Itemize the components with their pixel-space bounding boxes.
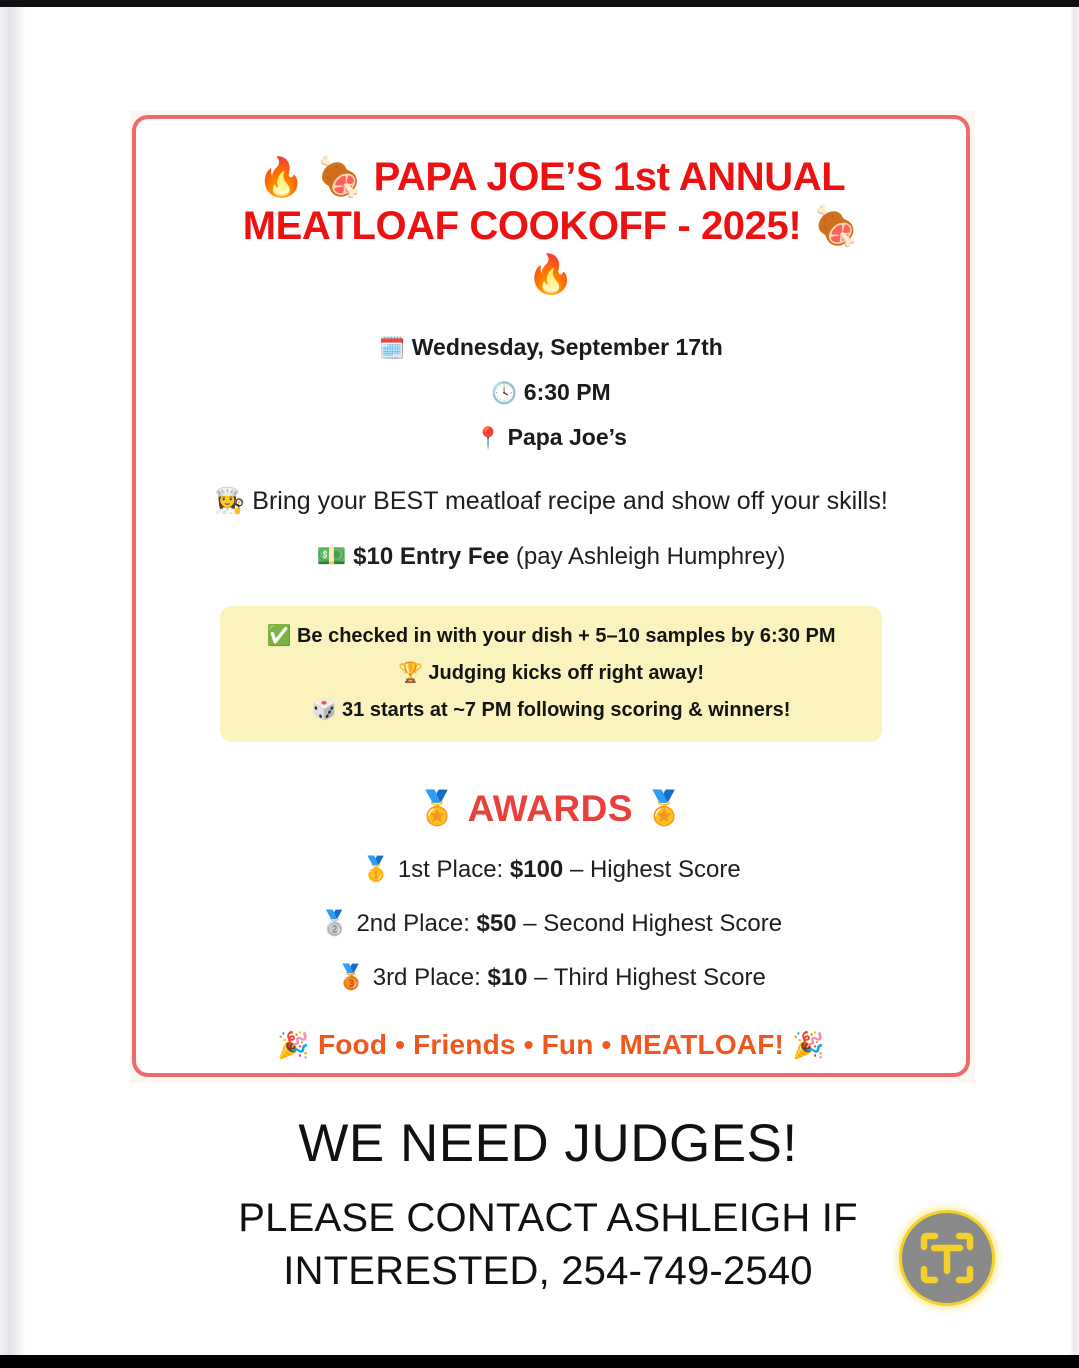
poster-tagline bbox=[162, 487, 940, 516]
poster-headline bbox=[162, 153, 940, 251]
meat-icon: 🍖 bbox=[315, 157, 363, 199]
bronze-medal-icon: 🥉 bbox=[336, 964, 367, 992]
dice-icon: 🎲 bbox=[311, 699, 337, 722]
poster-footer-slogan bbox=[162, 1029, 940, 1061]
award-place: 3rd Place: bbox=[372, 964, 481, 992]
calendar-icon: 🗓️ bbox=[379, 337, 406, 361]
entry-fee-amount: $10 Entry Fee bbox=[353, 543, 510, 571]
live-text-badge[interactable] bbox=[899, 1210, 995, 1306]
callout-text: Be checked in with your dish + 5–10 samples by 6:30 PM bbox=[296, 625, 836, 648]
callout-line bbox=[236, 663, 866, 683]
callout-text: 31 starts at ~7 PM following scoring & winners! bbox=[342, 699, 791, 722]
clock-icon: 🕓 bbox=[491, 382, 518, 406]
event-location-row bbox=[162, 426, 940, 449]
awards-title-text: AWARDS bbox=[467, 788, 634, 830]
chef-icon: 👩‍🍳 bbox=[214, 487, 246, 516]
award-prize: $50 bbox=[476, 910, 517, 938]
awards-heading bbox=[162, 788, 940, 830]
event-location-text: Papa Joe’s bbox=[507, 424, 627, 451]
check-icon: ✅ bbox=[266, 625, 292, 648]
flame-icon-2: 🔥 bbox=[527, 253, 575, 296]
poster-card bbox=[132, 115, 970, 1077]
party-popper-icon-right: 🎉 bbox=[792, 1030, 825, 1061]
meat-icon-2: 🍖 bbox=[811, 205, 860, 248]
medal-icon-right: 🏅 bbox=[643, 789, 686, 827]
judges-contact-line-2: INTERESTED, 254-749-2540 bbox=[283, 1249, 813, 1294]
event-time-text: 6:30 PM bbox=[523, 379, 611, 406]
tagline-text: Bring your BEST meatloaf recipe and show off your skills! bbox=[252, 487, 888, 516]
award-desc: – Highest Score bbox=[569, 856, 741, 884]
award-desc: – Third Highest Score bbox=[534, 964, 766, 992]
callout-text: Judging kicks off right away! bbox=[428, 662, 705, 685]
award-row-third bbox=[162, 963, 940, 992]
event-date-text: Wednesday, September 17th bbox=[411, 334, 723, 361]
medal-icon-left: 🏅 bbox=[416, 789, 459, 827]
device-bottom-bar bbox=[0, 1355, 1079, 1368]
silver-medal-icon: 🥈 bbox=[319, 910, 350, 938]
entry-fee-row bbox=[162, 542, 940, 571]
headline-line-2: MEATLOAF COOKOFF - 2025! bbox=[242, 203, 802, 248]
page-left-edge bbox=[0, 7, 26, 1356]
event-details bbox=[162, 336, 940, 449]
callout-line bbox=[236, 626, 866, 646]
judges-contact-line-1: PLEASE CONTACT ASHLEIGH IF bbox=[238, 1196, 858, 1240]
callout-line bbox=[236, 700, 866, 720]
trophy-icon: 🏆 bbox=[397, 662, 423, 685]
pin-icon: 📍 bbox=[475, 427, 502, 451]
award-place: 1st Place: bbox=[397, 856, 504, 884]
award-row-second bbox=[162, 909, 940, 938]
award-place: 2nd Place: bbox=[356, 910, 470, 938]
checkin-callout-box bbox=[220, 606, 882, 742]
entry-fee-note: (pay Ashleigh Humphrey) bbox=[515, 543, 786, 571]
text-detection-icon bbox=[902, 1213, 992, 1303]
gold-medal-icon: 🥇 bbox=[361, 856, 392, 884]
party-popper-icon-left: 🎉 bbox=[277, 1030, 310, 1061]
page-right-edge bbox=[1070, 7, 1079, 1356]
document-page bbox=[26, 7, 1070, 1356]
award-prize: $100 bbox=[509, 856, 564, 884]
flame-icon: 🔥 bbox=[257, 157, 305, 199]
money-icon: 💵 bbox=[316, 543, 347, 571]
judges-headline: WE NEED JUDGES! bbox=[298, 1114, 798, 1173]
event-time-row bbox=[162, 381, 940, 404]
headline-line-1: PAPA JOE’S 1st ANNUAL bbox=[373, 155, 845, 199]
device-top-bar bbox=[0, 0, 1079, 7]
slogan-text: Food • Friends • Fun • MEATLOAF! bbox=[317, 1029, 785, 1061]
award-row-first bbox=[162, 855, 940, 884]
award-desc: – Second Highest Score bbox=[523, 910, 783, 938]
award-prize: $10 bbox=[487, 964, 528, 992]
event-date-row bbox=[162, 336, 940, 359]
